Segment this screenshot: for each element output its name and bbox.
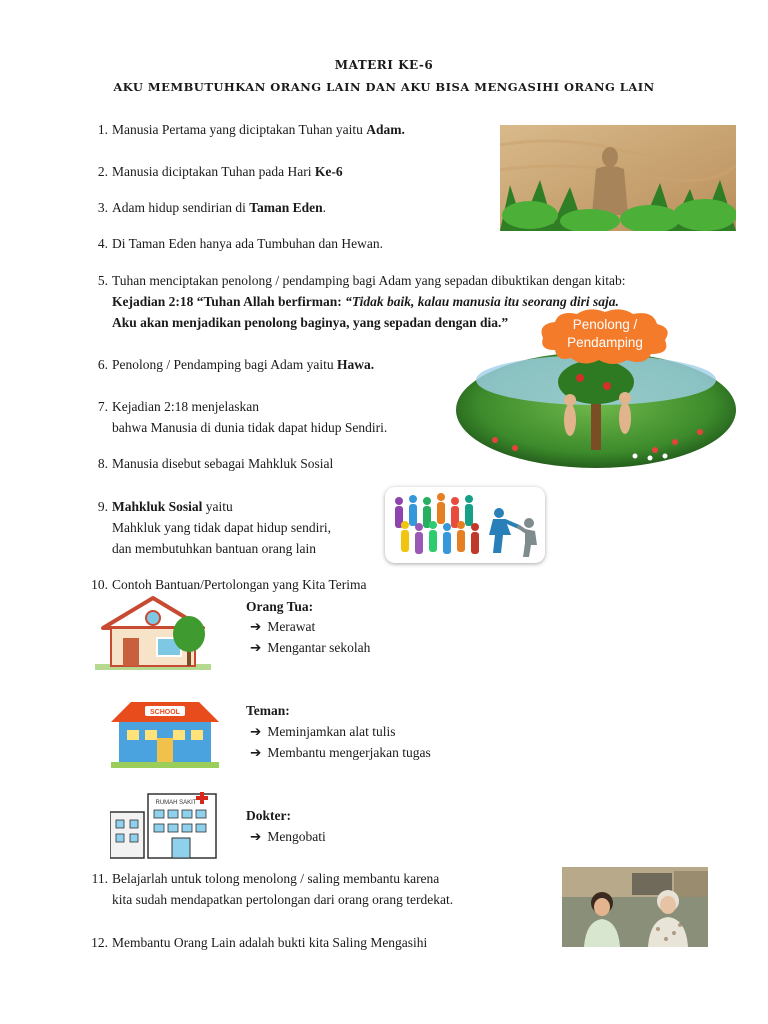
helper-friend-point-1: ➔ Meminjamkan alat tulis	[250, 724, 396, 739]
cloud-label-line-1: Penolong /	[572, 317, 638, 332]
bible-verse-line-1: Kejadian 2:18 “Tuhan Allah berfirman: “Tidak baik, kalau manusia itu seorang diri saja.	[112, 294, 619, 309]
cloud-callout	[537, 306, 673, 368]
helper-friend-point-2: ➔ Membantu mengerjakan tugas	[250, 745, 431, 760]
helper-friend-label: Teman:	[246, 703, 290, 718]
school-image	[107, 698, 223, 770]
helper-doctor-label: Dokter:	[246, 808, 291, 823]
bible-verse-line-2: Aku akan menjadikan penolong baginya, yang sepadan dengan dia.”	[112, 315, 509, 330]
list-item-9-line-2: Mahkluk yang tidak dapat hidup sendiri,	[112, 520, 331, 535]
house-image	[95, 592, 211, 670]
page-subtitle: AKU MEMBUTUHKAN ORANG LAIN DAN AKU BISA MENGASIHI ORANG LAIN	[113, 80, 655, 94]
arrow-right-icon: ➔	[250, 619, 262, 634]
list-item-9-line-3: dan membutuhkan bantuan orang lain	[112, 541, 316, 556]
helper-parents-point-2: ➔ Mengantar sekolah	[250, 640, 371, 655]
adam-garden-image	[500, 125, 736, 231]
helper-parents-label: Orang Tua:	[246, 599, 314, 614]
list-item-11-line-2: kita sudah mendapatkan pertolongan dari orang orang terdekat.	[112, 892, 454, 907]
helping-photo-image	[562, 867, 708, 947]
helper-doctor-point-1: ➔ Mengobati	[250, 829, 326, 844]
arrow-right-icon: ➔	[250, 724, 262, 739]
list-item-7-line-2: bahwa Manusia di dunia tidak dapat hidup Sendiri.	[112, 420, 388, 435]
adam-eve-garden-image	[455, 317, 738, 470]
hospital-image	[110, 790, 220, 860]
helper-parents-point-1: ➔ Merawat	[250, 619, 316, 634]
arrow-right-icon: ➔	[250, 745, 262, 760]
hospital-sign-text: RUMAH SAKIT	[155, 800, 197, 806]
school-sign-text: SCHOOL	[150, 709, 180, 716]
page-title: MATERI KE-6	[334, 58, 434, 72]
arrow-right-icon: ➔	[250, 829, 262, 844]
social-people-image	[385, 487, 545, 563]
cloud-label-line-2: Pendamping	[567, 335, 643, 350]
arrow-right-icon: ➔	[250, 640, 262, 655]
